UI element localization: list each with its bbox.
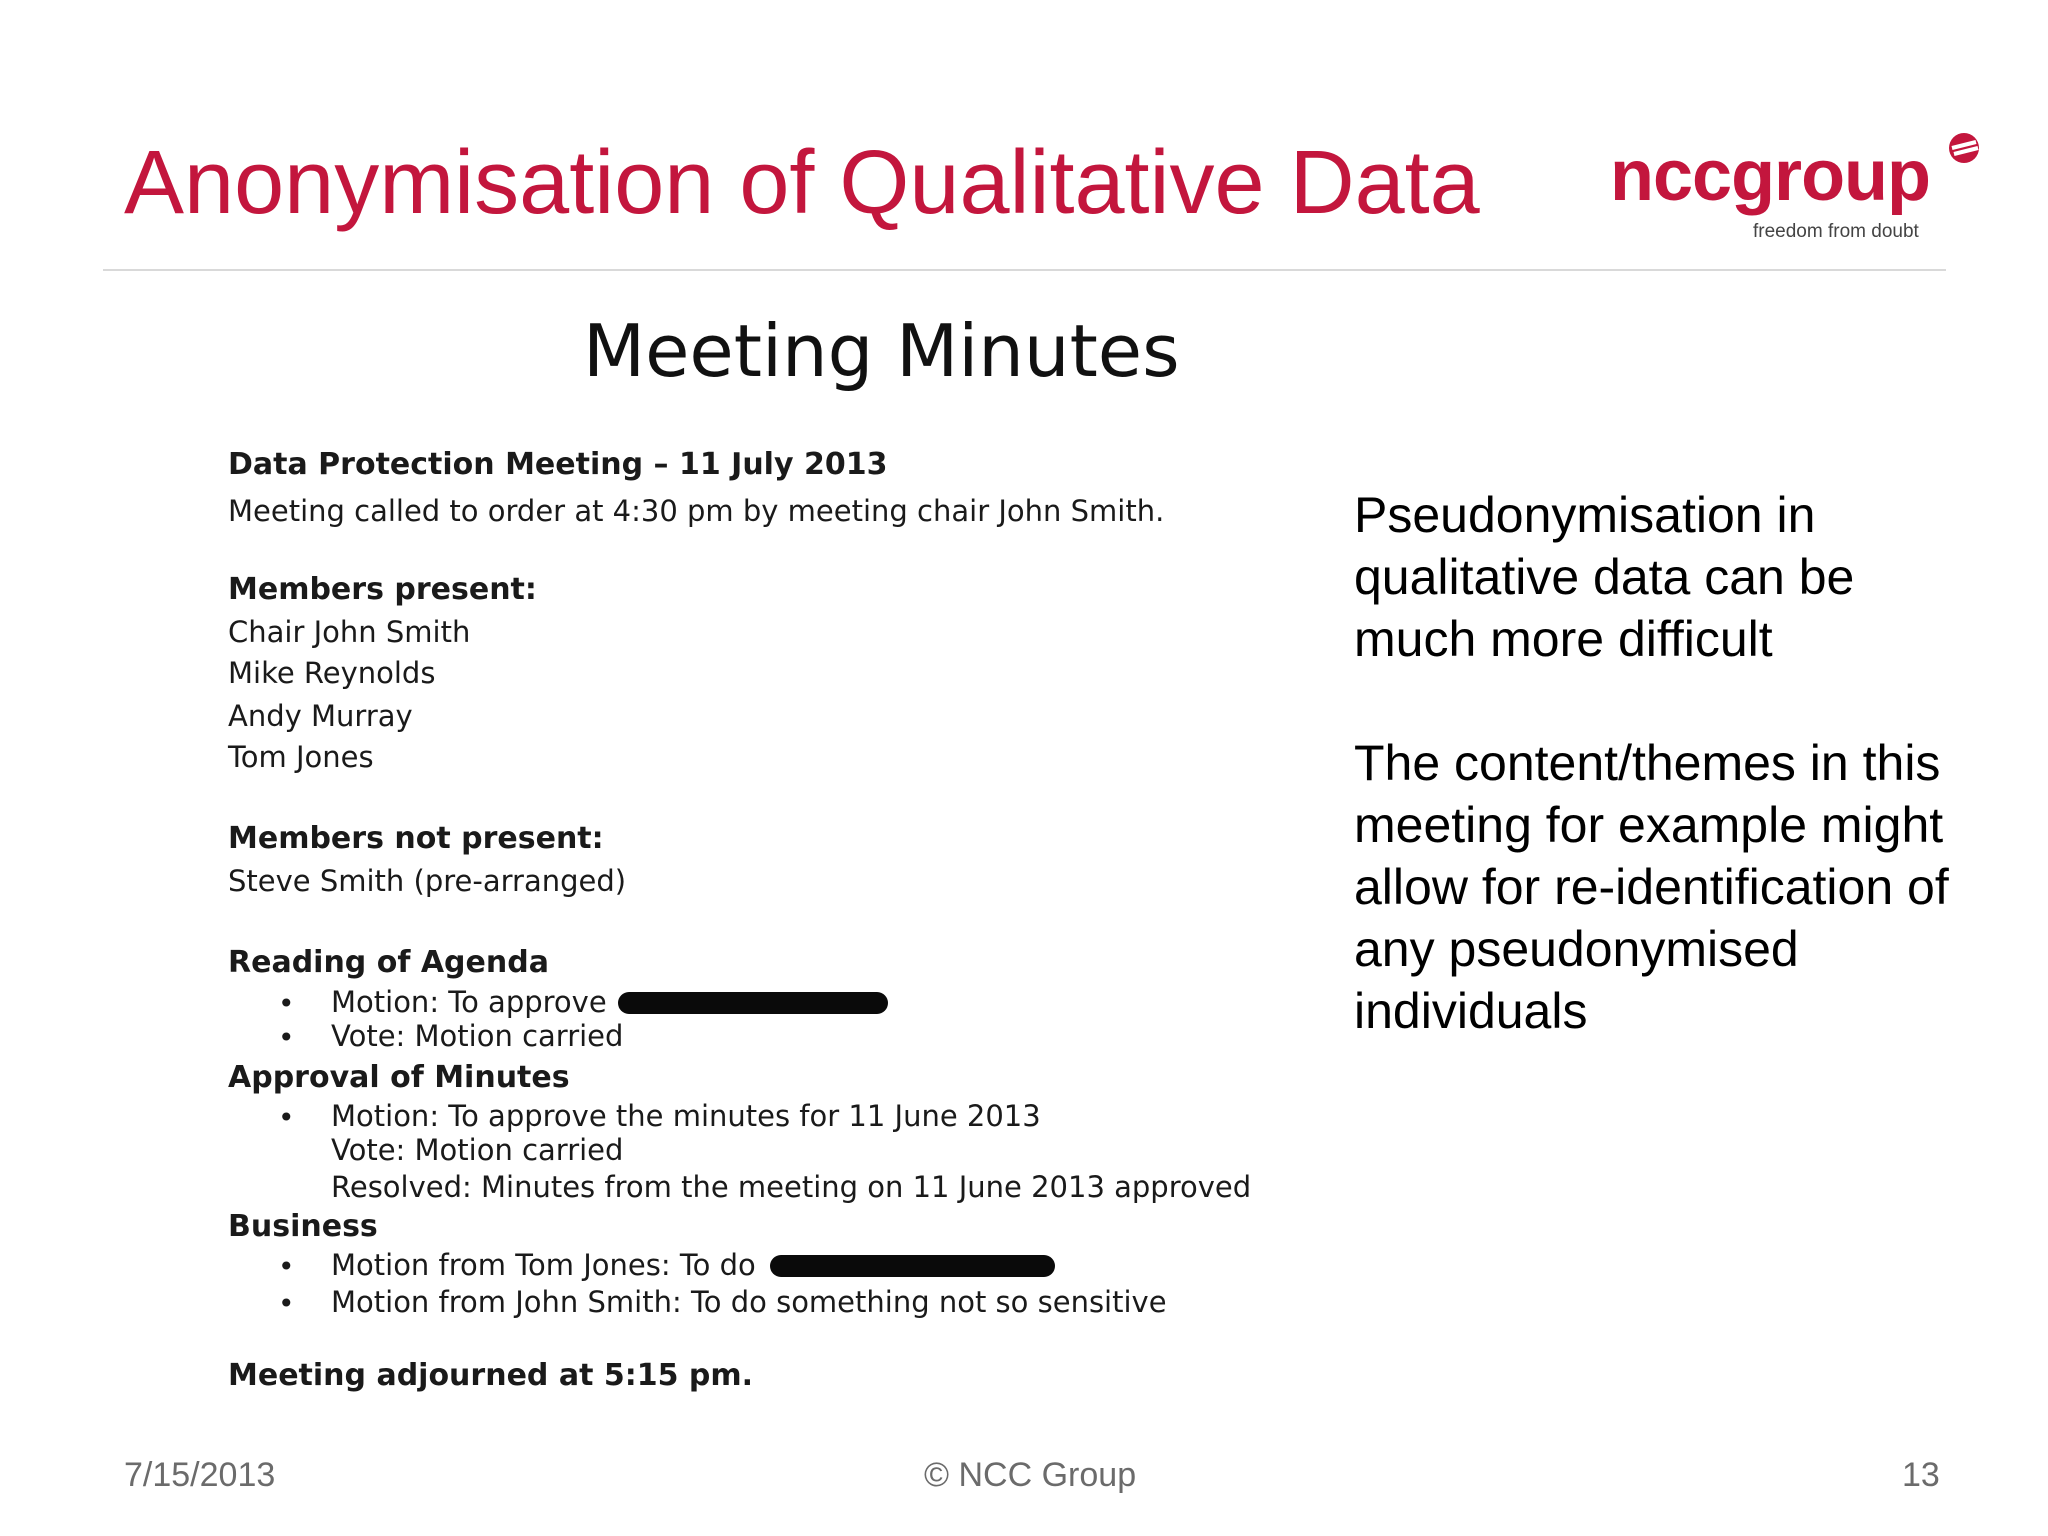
member-present: Chair John Smith	[228, 615, 471, 649]
meeting-heading: Data Protection Meeting – 11 July 2013	[228, 447, 888, 482]
members-present-label: Members present:	[228, 572, 537, 607]
title-divider	[103, 269, 1946, 271]
member-present: Tom Jones	[228, 740, 374, 774]
member-not-present: Steve Smith (pre-arranged)	[228, 864, 627, 898]
side-paragraph-2: The content/themes in this meeting for example might allow for re-identification of any pseudonymised individuals	[1354, 735, 1949, 1039]
minutes-vote: Vote: Motion carried	[331, 1133, 624, 1167]
minutes-motion: Motion: To approve the minutes for 11 June 2013	[331, 1099, 1041, 1133]
footer-copyright: © NCC Group	[924, 1456, 1137, 1494]
meeting-adjourned: Meeting adjourned at 5:15 pm.	[228, 1358, 754, 1393]
business-label: Business	[228, 1209, 378, 1244]
side-paragraph-1: Pseudonymisation in qualitative data can be much more difficult	[1354, 487, 1855, 667]
bullet-icon: •	[278, 987, 295, 1020]
agenda-label: Reading of Agenda	[228, 945, 549, 980]
minutes-label: Approval of Minutes	[228, 1060, 570, 1095]
members-not-present-label: Members not present:	[228, 821, 604, 856]
bullet-icon: •	[278, 1287, 295, 1320]
side-commentary	[1354, 484, 1974, 1042]
slide-title: Anonymisation of Qualitative Data	[124, 133, 1480, 233]
business-motion-2: Motion from John Smith: To do something not so sensitive	[331, 1285, 1167, 1319]
agenda-motion: Motion: To approve	[331, 985, 607, 1019]
footer-page-number: 13	[1902, 1456, 1940, 1494]
redaction-bar	[618, 992, 888, 1014]
ncc-group-logo	[1610, 120, 1990, 250]
business-motion-1: Motion from Tom Jones: To do	[331, 1248, 756, 1282]
member-present: Mike Reynolds	[228, 656, 436, 690]
minutes-resolved: Resolved: Minutes from the meeting on 11 June 2013 approved	[331, 1170, 1252, 1204]
logo-wordmark: nccgroup	[1610, 136, 1931, 216]
agenda-vote: Vote: Motion carried	[331, 1019, 624, 1053]
logo-tagline: freedom from doubt	[1753, 221, 1919, 242]
logo-swirl-icon	[1936, 128, 1990, 168]
bullet-icon: •	[278, 1250, 295, 1283]
member-present: Andy Murray	[228, 699, 413, 733]
redaction-bar	[770, 1255, 1055, 1277]
document-title: Meeting Minutes	[583, 309, 1180, 393]
bullet-icon: •	[278, 1101, 295, 1134]
called-to-order: Meeting called to order at 4:30 pm by meeting chair John Smith.	[228, 494, 1165, 528]
bullet-icon: •	[278, 1021, 295, 1054]
footer-date: 7/15/2013	[124, 1456, 276, 1494]
